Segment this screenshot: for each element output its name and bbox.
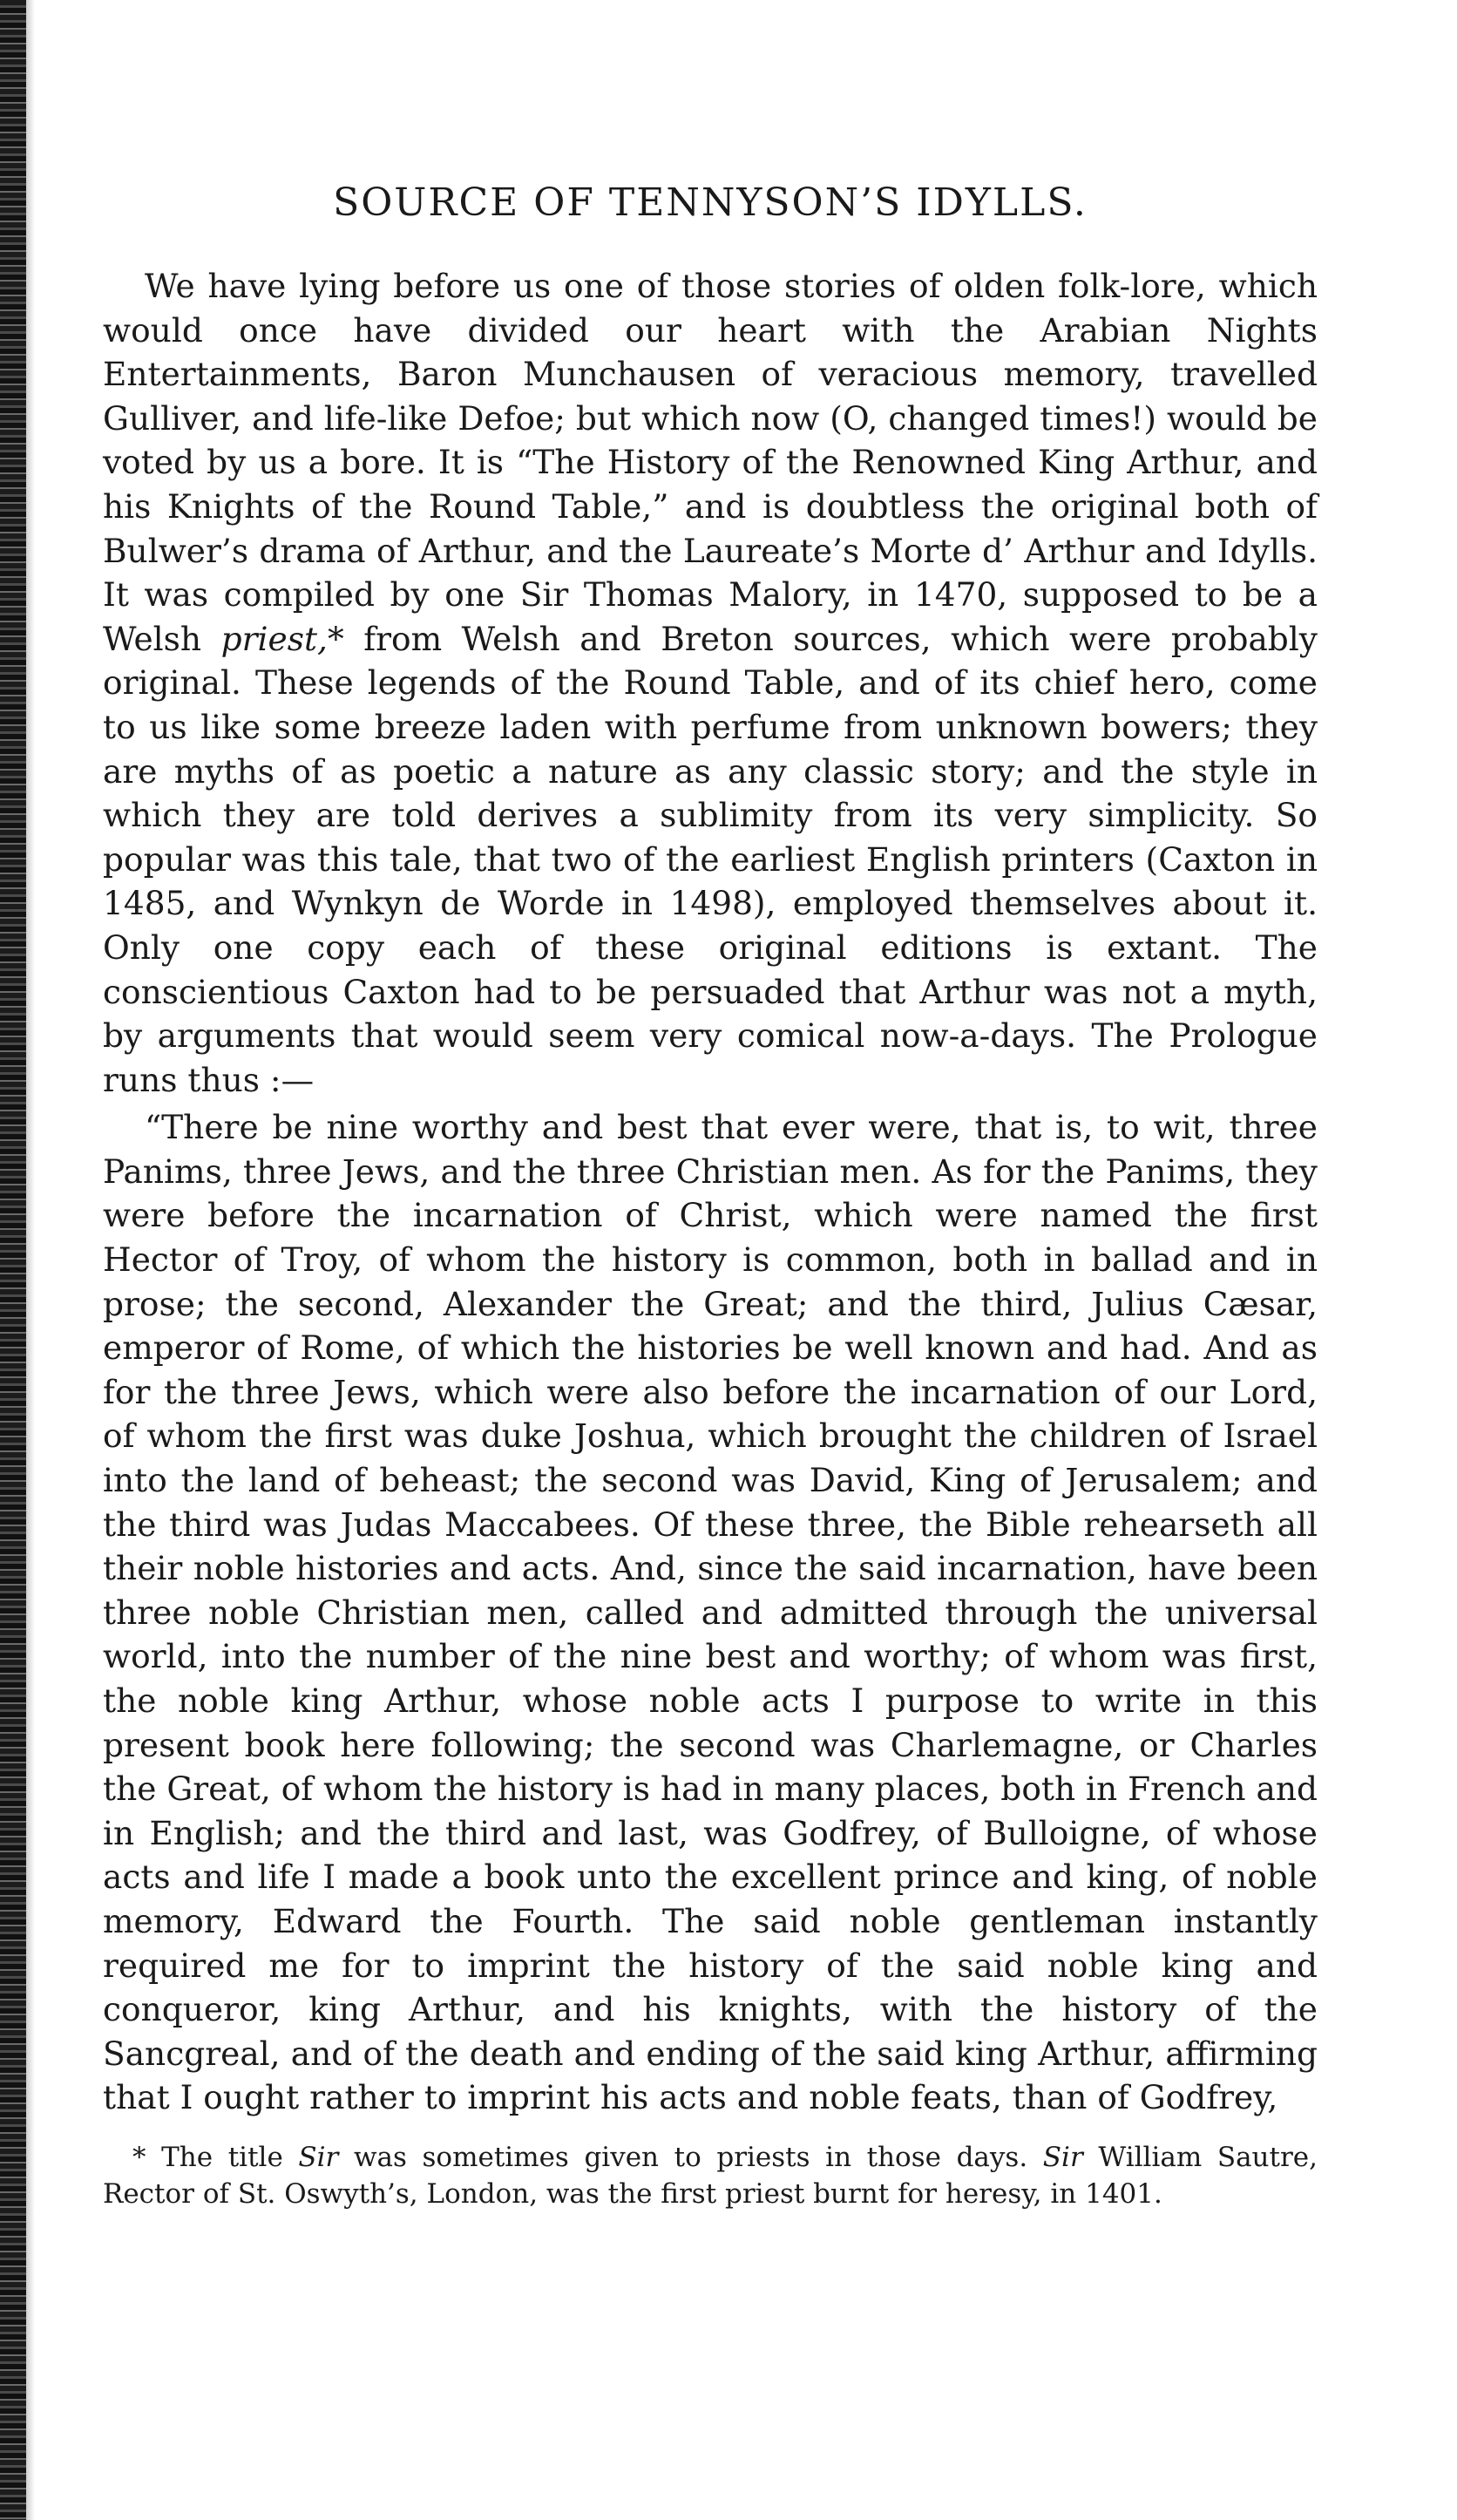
paragraph-intro [103,264,1318,1102]
page-content [103,179,1318,2239]
paragraph-intro-text-a: We have lying before us one of those stories of olden folk-lore, which would once have divided our heart with the Arabian Nights Entertainments, Baron Munchausen of veracious memory, travelled Gulliver, and life-like Defoe; but which now (O, changed times!) would be voted by us a bore. It is “The History of the Renowned King Arthur, and his Knights of the Round Table,” and is doubtless the original both of Bulwer’s drama of Arthur, and the Laureate’s Morte d’ Arthur and Idylls. It was compiled by one Sir Thomas Malory, in 1470, supposed to be a Welsh [103,267,1318,658]
footnote-italic-sir-2: Sir [1042,2141,1083,2173]
footnote [103,2139,1318,2212]
paragraph-intro-text-b: * from Welsh and Breton sources, which were probably original. These legends of the Round Table, and of its chief hero, come to us like some breeze laden with perfume from unknown bowers; they are myths of as poetic a nature as any classic story; and the style in which they are told derives a sublimity from its very simplicity. So popular was this tale, that two of the earliest English printers (Caxton in 1485, and Wynkyn de Worde in 1498), employed themselves about it. Only one copy each of these original editions is extant. The conscientious Caxton had to be persuaded that Arthur was not a myth, by arguments that would seem very comical now-a-days. The Prologue runs thus :— [103,619,1318,1099]
page-title: SOURCE OF TENNYSON’S IDYLLS. [333,180,1088,225]
binding-shadow [26,0,35,2520]
book-binding-edge [0,0,26,2520]
footnote-text-c: William Sautre, Rector of St. Oswyth’s, London, was the first priest burnt for heresy, in 1401. [103,2141,1318,2210]
footnote-text-a: * The title [132,2141,299,2173]
article-body [103,264,1318,2120]
italic-priest: priest, [220,619,328,658]
footnote-text-b: was sometimes given to priests in those days. [338,2141,1043,2173]
paragraph-prologue-quote: “There be nine worthy and best that ever were, that is, to wit, three Panims, three Jews, and the three Christian men. As for the Panims, they were before the incarnation of Christ, which were named the first Hector of Troy, of whom the history is common, both in ballad and in prose; the second, Alexander the Great; and the third, Julius Cæsar, emperor of Rome, of which the histories be well known and had. And as for the three Jews, which were also before the incarnation of our Lord, of whom the first was duke Joshua, which brought the children of Israel into the land of beheast; the second was David, King of Jerusalem; and the third was Judas Maccabees. Of these three, the Bible rehearseth all their noble histories and acts. And, since the said incarnation, have been three noble Christian men, called and admitted through the universal world, into the number of the nine best and worthy; of whom was first, the noble king Arthur, whose noble acts I purpose to write in this present book here following; the second was Charlemagne, or Charles the Great, of whom the history is had in many places, both in French and in English; and the third and last, was Godfrey, of Bulloigne, of whose acts and life I made a book unto the excellent prince and king, of noble memory, Edward the Fourth. The said noble gentleman instantly required me for to imprint the history of the said noble king and conqueror, king Arthur, and his knights, with the history of the Sancgreal, and of the death and ending of the said king Arthur, affirming that I ought rather to imprint his acts and noble feats, than of Godfrey, [103,1108,1318,2117]
footnote-italic-sir-1: Sir [298,2141,339,2173]
